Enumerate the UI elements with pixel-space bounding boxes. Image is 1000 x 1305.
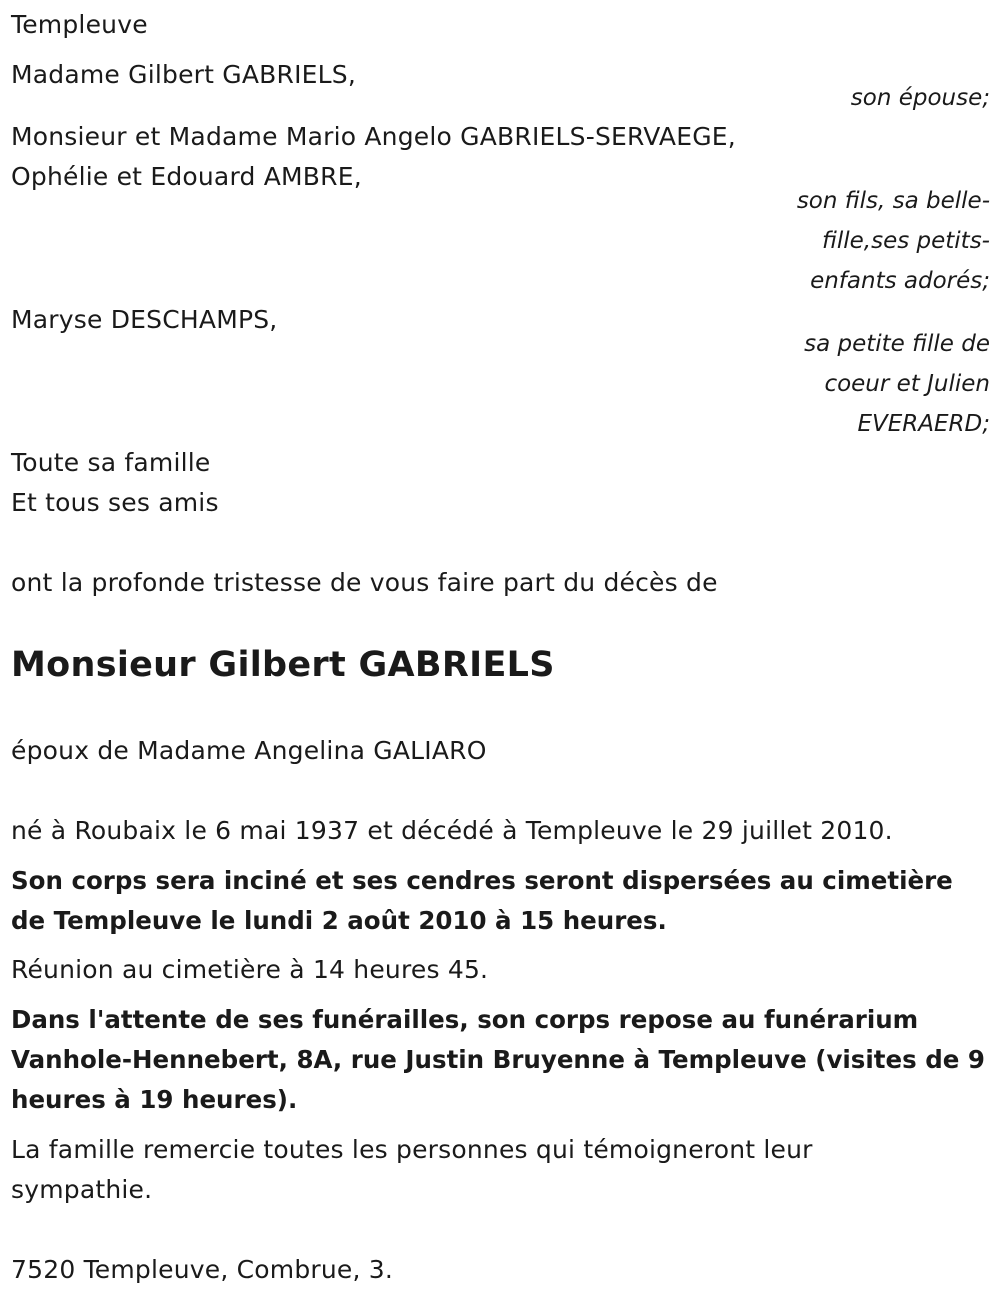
spouse-relation: son épouse; bbox=[850, 85, 990, 111]
spouse-name: Madame Gilbert GABRIELS, bbox=[11, 60, 357, 89]
town-heading: Templeuve bbox=[11, 10, 148, 39]
address: 7520 Templeuve, Combrue, 3. bbox=[11, 1255, 394, 1284]
meeting-time: Réunion au cimetière à 14 heures 45. bbox=[11, 955, 489, 984]
funeral-home-line-2: Vanhole-Hennebert, 8A, rue Justin Bruyenne à Templeuve (visites de 9 bbox=[11, 1045, 985, 1074]
spouse-of: époux de Madame Angelina GALIARO bbox=[11, 736, 487, 765]
announcement: ont la profonde tristesse de vous faire part du décès de bbox=[11, 568, 718, 597]
thanks-line-2: sympathie. bbox=[11, 1175, 153, 1204]
friend-relation-line-1: sa petite fille de bbox=[804, 331, 990, 357]
cremation-line-2: de Templeuve le lundi 2 août 2010 à 15 heures. bbox=[11, 906, 667, 935]
funeral-home-line-3: heures à 19 heures). bbox=[11, 1085, 298, 1114]
son-line-1: Monsieur et Madame Mario Angelo GABRIELS-SERVAEGE, bbox=[11, 122, 736, 151]
deceased-name: Monsieur Gilbert GABRIELS bbox=[11, 645, 555, 685]
funeral-home-line-1: Dans l'attente de ses funérailles, son corps repose au funérarium bbox=[11, 1005, 919, 1034]
son-relation-line-1: son fils, sa belle- bbox=[796, 188, 990, 214]
friends-line: Et tous ses amis bbox=[11, 488, 219, 517]
birth-death: né à Roubaix le 6 mai 1937 et décédé à Templeuve le 29 juillet 2010. bbox=[11, 816, 893, 845]
thanks-line-1: La famille remercie toutes les personnes qui témoigneront leur bbox=[11, 1135, 813, 1164]
son-line-2: Ophélie et Edouard AMBRE, bbox=[11, 162, 362, 191]
son-relation-line-3: enfants adorés; bbox=[810, 268, 990, 294]
cremation-line-1: Son corps sera inciné et ses cendres seront dispersées au cimetière bbox=[11, 866, 953, 895]
friend-name: Maryse DESCHAMPS, bbox=[11, 305, 278, 334]
son-relation-line-2: fille,ses petits- bbox=[822, 228, 990, 254]
family-line: Toute sa famille bbox=[11, 448, 211, 477]
friend-relation-line-3: EVERAERD; bbox=[857, 411, 990, 437]
friend-relation-line-2: coeur et Julien bbox=[824, 371, 990, 397]
